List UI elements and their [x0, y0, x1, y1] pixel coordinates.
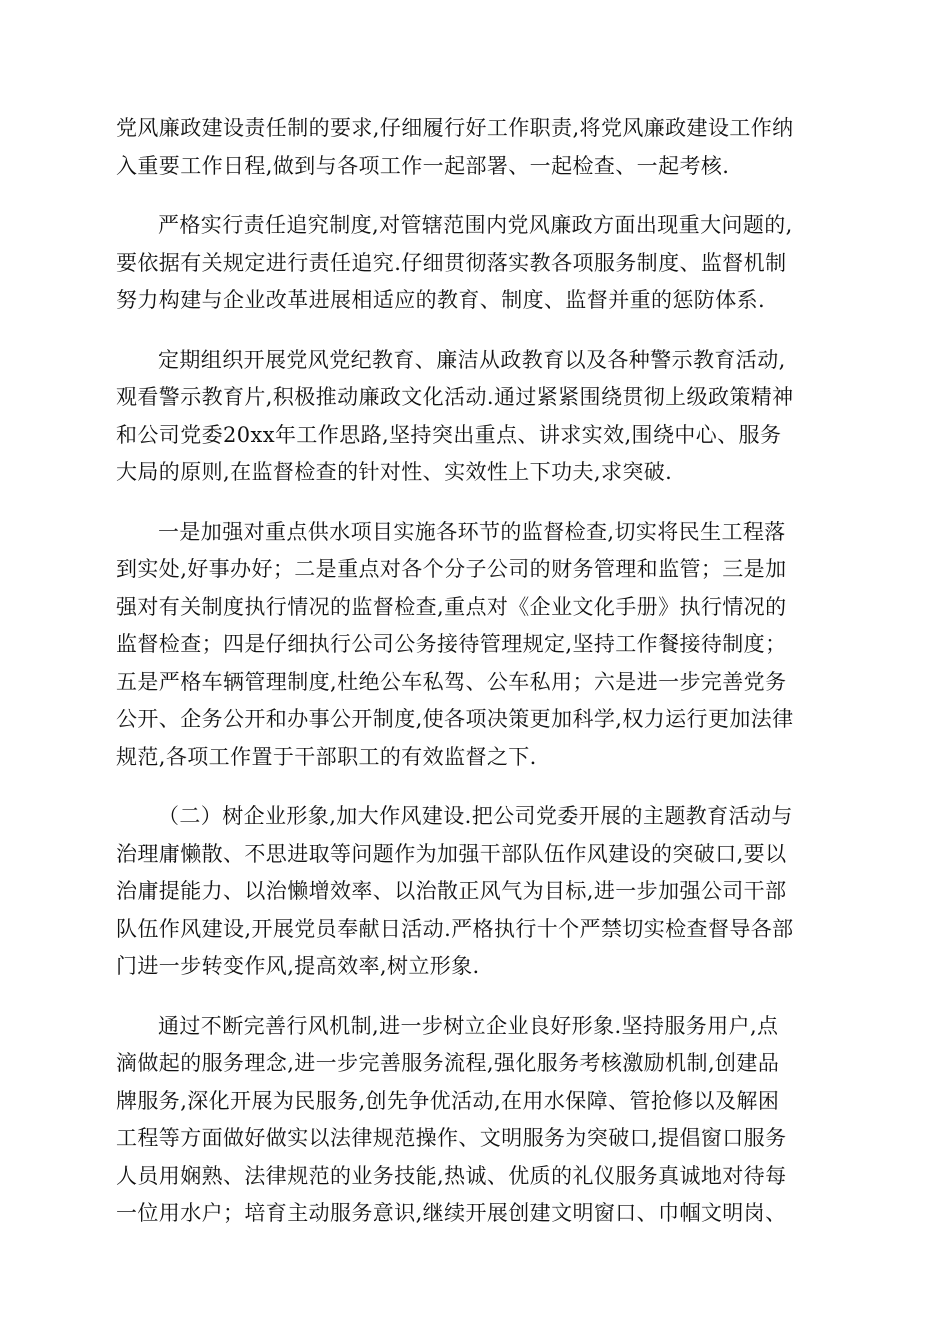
text-line: 监督检查；四是仔细执行公司公务接待管理规定,坚持工作餐接待制度；	[116, 632, 787, 656]
text-line: 定期组织开展党风党纪教育、廉洁从政教育以及各种警示教育活动,	[158, 347, 786, 372]
text-line: 一是加强对重点供水项目实施各环节的监督检查,切实将民生工程落	[158, 519, 786, 544]
text-line: 努力构建与企业改革进展相适应的教育、制度、监督并重的惩防体系.	[116, 288, 766, 312]
text-line: 严格实行责任追究制度,对管辖范围内党风廉政方面出现重大问题的,	[158, 213, 793, 237]
text-line: 队伍作风建设,开展党员奉献日活动.严格执行十个严禁切实检查督导各部	[116, 916, 794, 941]
text-line: 观看警示教育片,积极推动廉政文化活动.通过紧紧围绕贯彻上级政策精神	[116, 385, 794, 409]
text-line: 大局的原则,在监督检查的针对性、实效性上下功夫,求突破.	[116, 460, 673, 484]
text-line: 规范,各项工作置于干部职工的有效监督之下.	[116, 744, 537, 769]
text-line: 入重要工作日程,做到与各项工作一起部署、一起检查、一起考核.	[116, 153, 730, 178]
text-line: 工程等方面做好做实以法律规范操作、文明服务为突破口,提倡窗口服务	[116, 1126, 787, 1150]
paragraph-6	[116, 1008, 836, 1233]
paragraph-4	[116, 514, 836, 777]
text-line: 强对有关制度执行情况的监督检查,重点对《企业文化手册》执行情况的	[116, 594, 787, 619]
text-line: 五是严格车辆管理制度,杜绝公车私驾、公车私用；六是进一步完善党务	[116, 669, 787, 694]
text-line: 要依据有关规定进行责任追究.仔细贯彻落实教各项服务制度、监督机制	[116, 250, 787, 275]
text-line: 党风廉政建设责任制的要求,仔细履行好工作职责,将党风廉政建设工作纳	[116, 116, 794, 140]
paragraph-5	[116, 798, 836, 986]
text-line: 人员用娴熟、法律规范的业务技能,热诚、优质的礼仪服务真诚地对待每	[116, 1163, 787, 1188]
text-line: 和公司党委20xx年工作思路,坚持突出重点、讲求实效,围绕中心、服务	[116, 422, 782, 447]
text-line: 治庸提能力、以治懒增效率、以治散正风气为目标,进一步加强公司干部	[116, 879, 787, 903]
text-line: 通过不断完善行风机制,进一步树立企业良好形象.坚持服务用户,点	[158, 1013, 779, 1038]
text-line: 牌服务,深化开展为民服务,创先争优活动,在用水保障、管抢修以及解困	[116, 1088, 780, 1113]
paragraph-2	[116, 207, 836, 320]
text-line: 滴做起的服务理念,进一步完善服务流程,强化服务考核激励机制,创建品	[116, 1051, 780, 1075]
text-line: 门进一步转变作风,提高效率,树立形象.	[116, 954, 480, 978]
text-line: 一位用水户；培育主动服务意识,继续开展创建文明窗口、巾帼文明岗、	[116, 1201, 787, 1225]
document-body	[116, 110, 836, 1255]
text-line: （二）树企业形象,加大作风建设.把公司党委开展的主题教育活动与	[158, 804, 793, 828]
paragraph-1	[116, 110, 836, 185]
text-line: 治理庸懒散、不思进取等问题作为加强干部队伍作风建设的突破口,要以	[116, 841, 787, 866]
text-line: 到实处,好事办好；二是重点对各个分子公司的财务管理和监管；三是加	[116, 557, 787, 581]
text-line: 公开、企务公开和办事公开制度,使各项决策更加科学,权力运行更加法律	[116, 707, 794, 731]
paragraph-3	[116, 342, 836, 492]
